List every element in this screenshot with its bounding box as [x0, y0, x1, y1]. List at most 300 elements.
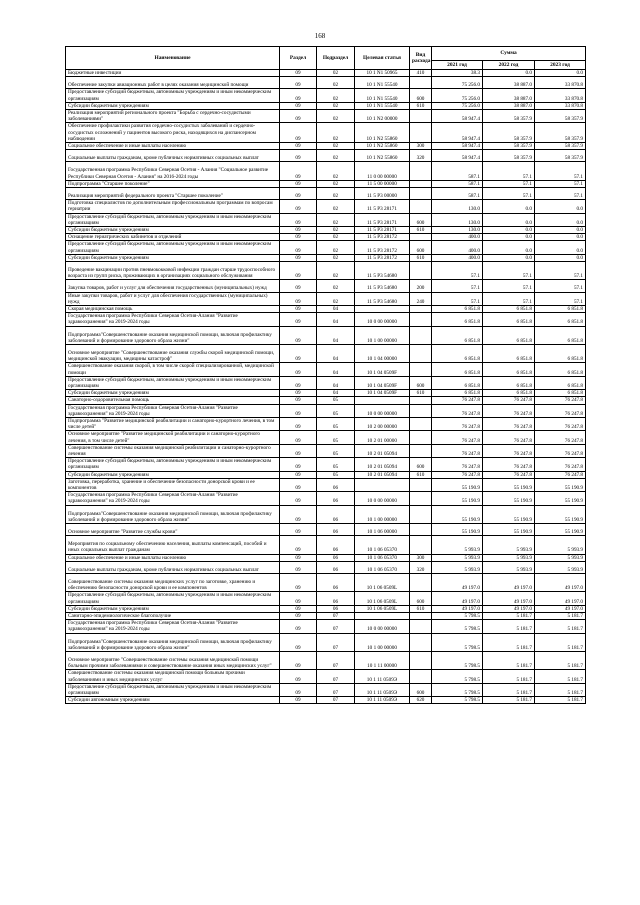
row-name: Субсидии бюджетным учреждениям: [66, 605, 280, 612]
header-year-2021: 2021 год: [432, 61, 483, 70]
row-sum-2021: 55 190.9: [432, 492, 483, 505]
row-sum-2021: 5 993.9: [432, 561, 483, 573]
row-podrazdel: 06: [317, 574, 355, 592]
row-sum-2023: 0.0: [535, 234, 586, 241]
row-podrazdel: 04: [317, 313, 355, 326]
row-target-article: 10 1 N2 55860: [355, 150, 410, 162]
row-sum-2021: 6 851.8: [432, 363, 483, 376]
row-podrazdel: 06: [317, 592, 355, 605]
row-sum-2021: 75 256.0: [432, 77, 483, 89]
row-sum-2021: 57.1: [432, 292, 483, 305]
row-expense-type: [410, 431, 432, 444]
row-expense-type: 610: [410, 605, 432, 612]
table-row: [66, 670, 586, 683]
row-sum-2023: 49 197.0: [535, 605, 586, 612]
row-name: Реализация мероприятий федерального проекта "Старшее поколение": [66, 188, 280, 200]
row-sum-2022: 58 357.9: [483, 150, 535, 162]
row-sum-2021: 58 947.4: [432, 110, 483, 123]
row-name: Подпрограмма"Совершенствование оказания медицинской помощи, включая профилактику заболеваний и формирование здорового образа жизни": [66, 326, 280, 344]
row-expense-type: [410, 262, 432, 280]
row-sum-2022: 76 247.8: [483, 431, 535, 444]
row-expense-type: 600: [410, 458, 432, 471]
row-sum-2021: 130.0: [432, 213, 483, 226]
table-row: [66, 574, 586, 592]
row-sum-2021: 5 798.5: [432, 683, 483, 696]
row-target-article: 11 5 P3 54680: [355, 262, 410, 280]
row-target-article: [355, 478, 410, 491]
row-expense-type: 620: [410, 697, 432, 704]
row-target-article: [355, 306, 410, 313]
row-target-article: 10 1 11 0509Э: [355, 670, 410, 683]
row-razdel: 09: [280, 524, 317, 536]
row-name: Основное мероприятие "Развитие службы крови": [66, 524, 280, 536]
row-name: Предоставление субсидий бюджетным, автономным учреждениям и иным некоммерческим организациям: [66, 592, 280, 605]
row-sum-2023: 55 190.9: [535, 492, 586, 505]
row-expense-type: [410, 652, 432, 670]
row-sum-2023: 5 993.9: [535, 536, 586, 554]
row-expense-type: 600: [410, 592, 432, 605]
row-name: Предоставление субсидий бюджетным, автономным учреждениям и иным некоммерческим организациям: [66, 213, 280, 226]
row-expense-type: [410, 492, 432, 505]
row-sum-2022: 57.1: [483, 162, 535, 180]
row-sum-2023: 57.1: [535, 162, 586, 180]
row-razdel: 09: [280, 670, 317, 683]
row-sum-2023: 76 247.8: [535, 397, 586, 404]
row-name: Скорая медицинская помощь: [66, 306, 280, 313]
row-sum-2021: 5 993.9: [432, 536, 483, 554]
row-razdel: 09: [280, 89, 317, 102]
table-row: [66, 652, 586, 670]
row-razdel: 09: [280, 70, 317, 77]
row-podrazdel: 05: [317, 431, 355, 444]
row-sum-2022: 38 887.0: [483, 102, 535, 109]
row-sum-2023: 58 357.9: [535, 123, 586, 143]
row-podrazdel: 06: [317, 478, 355, 491]
row-podrazdel: 05: [317, 444, 355, 457]
row-sum-2023: 33 870.8: [535, 77, 586, 89]
row-sum-2022: 6 851.8: [483, 363, 535, 376]
row-razdel: 09: [280, 102, 317, 109]
header-expense-type: Вид расхода: [410, 47, 432, 70]
row-sum-2021: 49 197.0: [432, 592, 483, 605]
row-name: Оснащение гериатрических кабинетов и отделений: [66, 234, 280, 241]
row-sum-2022: 76 247.8: [483, 444, 535, 457]
row-razdel: 09: [280, 123, 317, 143]
row-sum-2021: 130.0: [432, 200, 483, 213]
row-name: Субсидии автономным учреждениям: [66, 697, 280, 704]
row-sum-2021: 76 247.8: [432, 431, 483, 444]
row-podrazdel: 07: [317, 683, 355, 696]
row-target-article: [355, 613, 410, 620]
row-razdel: 09: [280, 162, 317, 180]
table-row: [66, 254, 586, 261]
row-name: Мероприятия по социальному обеспечению населения, выплаты компенсаций, пособий и иных социальных выплат гражданам: [66, 536, 280, 554]
row-name: Обеспечение закупки авиационных работ в целях оказания медицинской помощи: [66, 77, 280, 89]
row-razdel: 09: [280, 397, 317, 404]
row-razdel: 09: [280, 262, 317, 280]
page-number: 168: [314, 32, 326, 40]
row-name: Государственная программа Республики Северная Осетия-Алания "Развитие здравоохранения" на 2019-2024 годы: [66, 492, 280, 505]
row-target-article: 10 1 N1 50965: [355, 70, 410, 77]
row-expense-type: 600: [410, 213, 432, 226]
row-razdel: 09: [280, 345, 317, 363]
row-target-article: 10 1 11 0509Э: [355, 697, 410, 704]
row-sum-2023: 55 190.9: [535, 505, 586, 523]
row-expense-type: [410, 633, 432, 651]
row-target-article: 11 5 P3 28171: [355, 227, 410, 234]
row-sum-2022: 57.1: [483, 292, 535, 305]
row-sum-2023: 76 247.8: [535, 418, 586, 431]
row-target-article: 10 0 00 00000: [355, 313, 410, 326]
row-razdel: 09: [280, 536, 317, 554]
row-sum-2022: 49 197.0: [483, 605, 535, 612]
row-podrazdel: 05: [317, 458, 355, 471]
row-sum-2022: 76 247.8: [483, 471, 535, 478]
row-target-article: 10 1 04 00000: [355, 345, 410, 363]
table-row: [66, 633, 586, 651]
row-expense-type: [410, 613, 432, 620]
row-sum-2022: 5 993.9: [483, 536, 535, 554]
row-podrazdel: 02: [317, 123, 355, 143]
table-row: [66, 70, 586, 77]
row-razdel: 09: [280, 697, 317, 704]
row-target-article: 10 1 06 05370: [355, 554, 410, 561]
row-sum-2023: 55 190.9: [535, 524, 586, 536]
row-target-article: 11 5 P3 28171: [355, 213, 410, 226]
row-sum-2023: 33 870.8: [535, 102, 586, 109]
row-name: Предоставление субсидий бюджетным, автономным учреждениям и иным некоммерческим организациям: [66, 458, 280, 471]
row-sum-2022: 49 197.0: [483, 592, 535, 605]
row-podrazdel: 05: [317, 471, 355, 478]
row-sum-2021: 75 256.0: [432, 89, 483, 102]
row-sum-2021: 6 851.8: [432, 390, 483, 397]
row-podrazdel: 04: [317, 376, 355, 389]
row-sum-2023: 5 181.7: [535, 633, 586, 651]
row-sum-2022: 6 851.8: [483, 390, 535, 397]
row-podrazdel: 06: [317, 561, 355, 573]
row-sum-2022: 55 190.9: [483, 505, 535, 523]
header-name: Наименование: [66, 47, 280, 70]
row-name: Предоставление субсидий бюджетным, автономным учреждениям и иным некоммерческим организациям: [66, 683, 280, 696]
row-target-article: 10 1 04 0509F: [355, 390, 410, 397]
row-sum-2021: 6 851.8: [432, 345, 483, 363]
row-sum-2021: 6 851.8: [432, 326, 483, 344]
row-name: Бюджетные инвестиции: [66, 70, 280, 77]
row-expense-type: [410, 670, 432, 683]
table-row: [66, 697, 586, 704]
row-target-article: 11 5 00 00000: [355, 180, 410, 187]
table-row: [66, 536, 586, 554]
row-podrazdel: 02: [317, 70, 355, 77]
table-row: [66, 77, 586, 89]
row-target-article: 10 1 11 00000: [355, 652, 410, 670]
row-sum-2021: 49 197.0: [432, 574, 483, 592]
table-row: [66, 592, 586, 605]
row-sum-2022: 6 851.8: [483, 313, 535, 326]
row-sum-2021: 76 247.8: [432, 397, 483, 404]
row-sum-2022: 55 190.9: [483, 492, 535, 505]
row-name: Заготовка, переработка, хранение и обеспечение безопасности донорской крови и ее компонентов: [66, 478, 280, 491]
row-expense-type: 410: [410, 70, 432, 77]
row-sum-2023: 58 357.9: [535, 143, 586, 150]
row-sum-2022: 0.0: [483, 70, 535, 77]
row-podrazdel: 06: [317, 492, 355, 505]
row-sum-2022: 0.0: [483, 234, 535, 241]
row-podrazdel: 05: [317, 404, 355, 417]
table-row: [66, 180, 586, 187]
row-sum-2023: 5 181.7: [535, 613, 586, 620]
row-name: Социальное обеспечение и иные выплаты населению: [66, 143, 280, 150]
row-podrazdel: 04: [317, 363, 355, 376]
row-target-article: 10 2 00 00000: [355, 418, 410, 431]
row-sum-2023: 0.0: [535, 200, 586, 213]
table-row: [66, 613, 586, 620]
table-row: [66, 234, 586, 241]
row-podrazdel: 07: [317, 633, 355, 651]
row-razdel: 09: [280, 306, 317, 313]
row-expense-type: [410, 404, 432, 417]
row-target-article: 10 1 04 0509F: [355, 376, 410, 389]
table-row: [66, 524, 586, 536]
row-expense-type: [410, 397, 432, 404]
row-razdel: 09: [280, 505, 317, 523]
row-razdel: 09: [280, 683, 317, 696]
row-expense-type: 320: [410, 561, 432, 573]
row-name: Подпрограмма "Развитие медицинской реабилитации и санаторно-курортного лечения, в том числе детей": [66, 418, 280, 431]
row-sum-2023: 76 247.8: [535, 404, 586, 417]
row-expense-type: 240: [410, 292, 432, 305]
row-sum-2021: 58 947.4: [432, 143, 483, 150]
row-podrazdel: 06: [317, 524, 355, 536]
row-podrazdel: 06: [317, 536, 355, 554]
row-sum-2023: 0.0: [535, 254, 586, 261]
table-row: [66, 188, 586, 200]
table-row: [66, 110, 586, 123]
row-sum-2023: 76 247.8: [535, 458, 586, 471]
row-expense-type: [410, 326, 432, 344]
row-sum-2022: 0.0: [483, 213, 535, 226]
row-target-article: 10 1 N2 00000: [355, 110, 410, 123]
table-row: [66, 431, 586, 444]
row-sum-2023: 58 357.9: [535, 110, 586, 123]
row-sum-2021: 587.1: [432, 180, 483, 187]
row-sum-2021: 587.1: [432, 162, 483, 180]
row-expense-type: [410, 234, 432, 241]
header-razdel: Раздел: [280, 47, 317, 70]
row-sum-2022: 5 181.7: [483, 613, 535, 620]
table-row: [66, 150, 586, 162]
row-name: Предоставление субсидий бюджетным, автономным учреждениям и иным некоммерческим организациям: [66, 89, 280, 102]
header-year-2022: 2022 год: [483, 61, 535, 70]
row-target-article: 10 1 N1 55540: [355, 102, 410, 109]
table-row: [66, 554, 586, 561]
row-podrazdel: 04: [317, 390, 355, 397]
row-podrazdel: 02: [317, 292, 355, 305]
row-sum-2021: 58 947.4: [432, 150, 483, 162]
row-razdel: 09: [280, 150, 317, 162]
row-sum-2023: 33 870.8: [535, 89, 586, 102]
row-expense-type: 610: [410, 471, 432, 478]
row-sum-2021: 587.1: [432, 188, 483, 200]
row-sum-2022: 58 357.9: [483, 110, 535, 123]
table-body: [66, 70, 586, 704]
row-sum-2023: 6 851.8: [535, 363, 586, 376]
row-podrazdel: 02: [317, 77, 355, 89]
table-row: [66, 162, 586, 180]
row-expense-type: 610: [410, 390, 432, 397]
row-sum-2023: 6 851.8: [535, 326, 586, 344]
table-row: [66, 227, 586, 234]
table-row: [66, 102, 586, 109]
row-sum-2023: 5 181.7: [535, 683, 586, 696]
row-target-article: 11 0 00 00000: [355, 162, 410, 180]
row-podrazdel: 02: [317, 150, 355, 162]
row-sum-2023: 0.0: [535, 227, 586, 234]
row-name: Реализация мероприятий регионального проекта "Борьба с сердечно-сосудистыми заболеваниями": [66, 110, 280, 123]
row-expense-type: 610: [410, 254, 432, 261]
row-sum-2021: 6 851.8: [432, 306, 483, 313]
row-name: Совершенствование оказания скорой, в том числе скорой специализированной, медицинской помощи: [66, 363, 280, 376]
table-row: [66, 89, 586, 102]
row-name: Санаторно-оздоровительная помощь: [66, 397, 280, 404]
row-name: Совершенствование системы оказания медицинской реабилитации и санаторно-курортного лечения: [66, 444, 280, 457]
table-row: [66, 241, 586, 254]
row-sum-2022: 38 887.0: [483, 77, 535, 89]
table-row: [66, 123, 586, 143]
row-razdel: 09: [280, 234, 317, 241]
row-expense-type: 600: [410, 241, 432, 254]
row-name: Субсидии бюджетным учреждениям: [66, 254, 280, 261]
row-razdel: 09: [280, 180, 317, 187]
row-razdel: 09: [280, 200, 317, 213]
row-target-article: 10 1 N1 55540: [355, 77, 410, 89]
row-razdel: 09: [280, 492, 317, 505]
row-sum-2022: 5 181.7: [483, 620, 535, 633]
row-expense-type: [410, 620, 432, 633]
table-row: [66, 418, 586, 431]
row-sum-2022: 6 851.8: [483, 345, 535, 363]
row-sum-2021: 5 798.5: [432, 670, 483, 683]
table-row: [66, 213, 586, 226]
row-expense-type: 610: [410, 227, 432, 234]
row-expense-type: 600: [410, 376, 432, 389]
table-row: [66, 478, 586, 491]
row-sum-2022: 55 190.9: [483, 524, 535, 536]
row-name: Основное мероприятие "Совершенствование системы оказания медицинской помощи больным прочими заболеваниями и совершенствование оказания иных медицинских услуг": [66, 652, 280, 670]
row-sum-2023: 5 181.7: [535, 697, 586, 704]
row-name: Обеспечение профилактики развития сердечно-сосудистых заболеваний и сердечно-сосудистых осложнений у пациентов высокого риска, находящихся на диспансерном наблюдении: [66, 123, 280, 143]
row-sum-2021: 400.0: [432, 254, 483, 261]
row-target-article: 10 2 01 05094: [355, 458, 410, 471]
row-name: Санитарно-эпидемиологическое благополучие: [66, 613, 280, 620]
row-target-article: 10 2 01 05094: [355, 471, 410, 478]
row-name: Совершенствование системы оказания медицинских услуг по заготовке, хранению и обеспечению безопасности донорской крови и ее компонентов: [66, 574, 280, 592]
row-sum-2021: 6 851.8: [432, 376, 483, 389]
row-sum-2021: 76 247.8: [432, 404, 483, 417]
row-sum-2021: 55 190.9: [432, 478, 483, 491]
row-podrazdel: 07: [317, 652, 355, 670]
row-target-article: [355, 397, 410, 404]
table-row: [66, 280, 586, 292]
table-row: [66, 363, 586, 376]
table-row: [66, 561, 586, 573]
row-sum-2021: 5 798.5: [432, 613, 483, 620]
row-razdel: 09: [280, 227, 317, 234]
row-razdel: 09: [280, 418, 317, 431]
row-sum-2023: 57.1: [535, 292, 586, 305]
row-sum-2022: 5 181.7: [483, 697, 535, 704]
row-podrazdel: 02: [317, 110, 355, 123]
row-expense-type: 600: [410, 683, 432, 696]
row-sum-2022: 6 851.8: [483, 376, 535, 389]
row-target-article: 10 0 00 00000: [355, 492, 410, 505]
row-sum-2023: 58 357.9: [535, 150, 586, 162]
table-row: [66, 326, 586, 344]
row-sum-2022: 49 197.0: [483, 574, 535, 592]
header-sum: Сумма: [432, 47, 586, 61]
row-sum-2023: 57.1: [535, 188, 586, 200]
row-sum-2021: 58 947.4: [432, 123, 483, 143]
row-sum-2023: 57.1: [535, 180, 586, 187]
row-target-article: 10 1 06 0509L: [355, 574, 410, 592]
row-sum-2023: 57.1: [535, 262, 586, 280]
row-target-article: 10 1 N2 55860: [355, 123, 410, 143]
row-podrazdel: 07: [317, 620, 355, 633]
row-razdel: 09: [280, 213, 317, 226]
row-target-article: 11 5 P3 54680: [355, 292, 410, 305]
table-row: [66, 444, 586, 457]
row-podrazdel: 04: [317, 306, 355, 313]
row-name: Иные закупки товаров, работ и услуг для обеспечения государственных (муниципальных) нужд: [66, 292, 280, 305]
row-target-article: 10 1 11 0509Э: [355, 683, 410, 696]
row-sum-2022: 76 247.8: [483, 404, 535, 417]
row-razdel: 09: [280, 652, 317, 670]
row-sum-2023: 6 851.8: [535, 376, 586, 389]
row-sum-2022: 0.0: [483, 241, 535, 254]
row-sum-2022: 0.0: [483, 200, 535, 213]
row-razdel: 09: [280, 188, 317, 200]
row-razdel: 09: [280, 292, 317, 305]
row-podrazdel: 07: [317, 697, 355, 704]
row-sum-2023: 6 851.8: [535, 390, 586, 397]
row-name: Подготовка специалистов по дополнительным профессиональным программам по вопросам гериатрии: [66, 200, 280, 213]
row-name: Основное мероприятие "Развитие медицинской реабилитации и санаторно-курортного лечения, в том числе детей": [66, 431, 280, 444]
row-name: Субсидии бюджетным учреждениям: [66, 471, 280, 478]
row-sum-2023: 5 181.7: [535, 652, 586, 670]
row-sum-2022: 5 993.9: [483, 561, 535, 573]
row-sum-2021: 6 851.8: [432, 313, 483, 326]
row-expense-type: 320: [410, 150, 432, 162]
row-podrazdel: 02: [317, 213, 355, 226]
row-podrazdel: 02: [317, 234, 355, 241]
row-sum-2022: 76 247.8: [483, 458, 535, 471]
table-row: [66, 376, 586, 389]
table-row: [66, 404, 586, 417]
row-razdel: 09: [280, 110, 317, 123]
row-sum-2021: 5 798.5: [432, 620, 483, 633]
row-sum-2021: 76 247.8: [432, 458, 483, 471]
row-sum-2021: 38.3: [432, 70, 483, 77]
row-name: Подпрограмма "Старшее поколение": [66, 180, 280, 187]
row-name: Субсидии бюджетным учреждениям: [66, 390, 280, 397]
row-razdel: 09: [280, 363, 317, 376]
row-sum-2021: 55 190.9: [432, 505, 483, 523]
table-row: [66, 471, 586, 478]
row-sum-2022: 57.1: [483, 188, 535, 200]
row-sum-2022: 5 181.7: [483, 633, 535, 651]
row-podrazdel: 06: [317, 605, 355, 612]
row-name: Государственная программа Республики Северная Осетия - Алания "Социальное развитие Республики Северная Осетия - Алания" на 2016-2024 годы: [66, 162, 280, 180]
